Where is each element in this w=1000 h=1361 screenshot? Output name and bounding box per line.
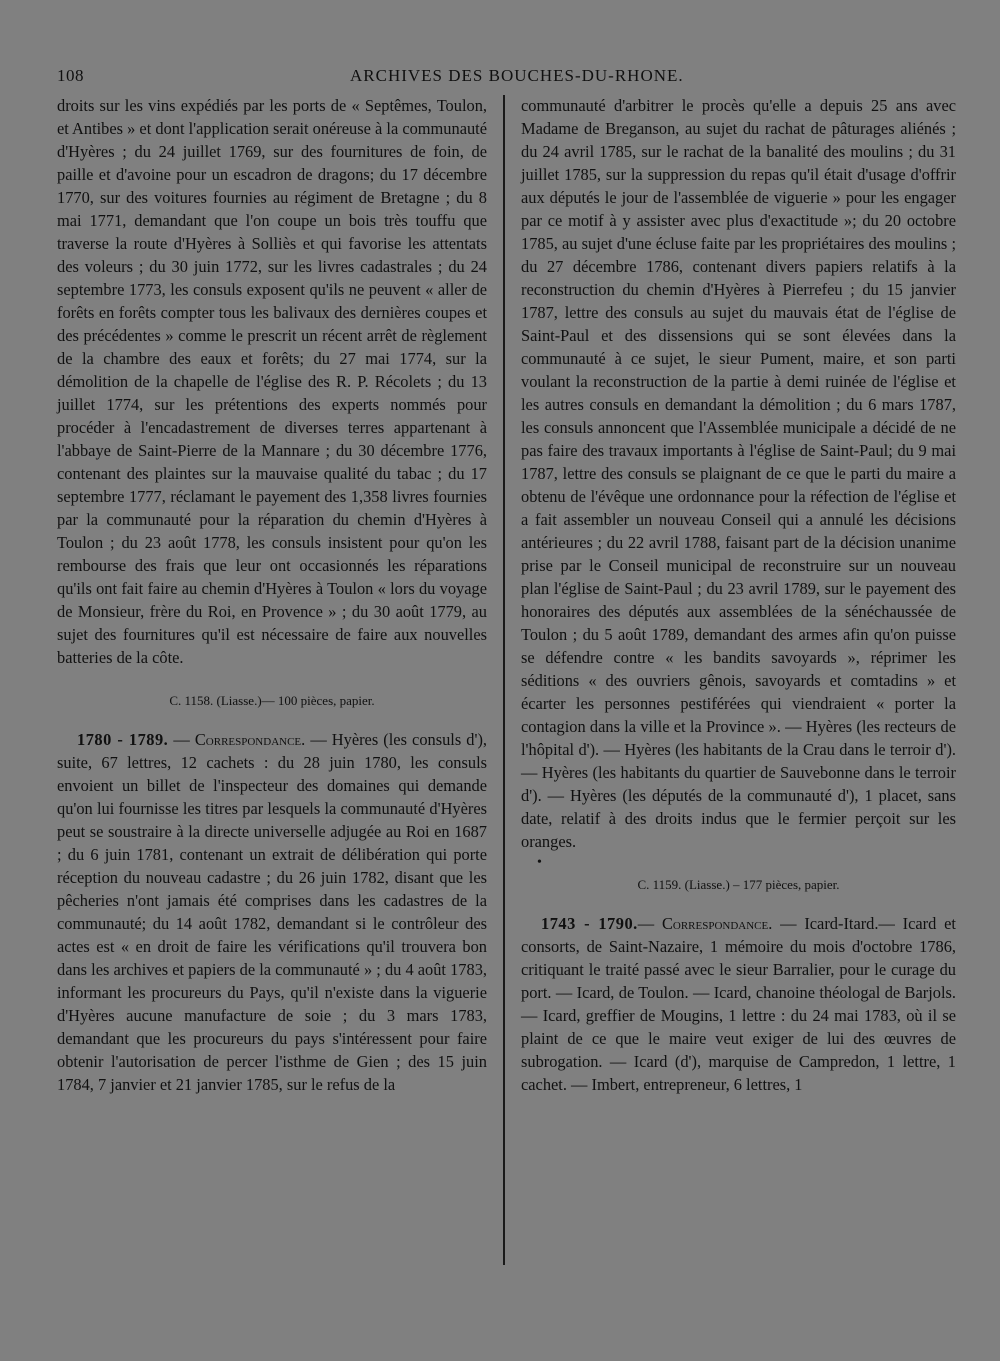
running-title: ARCHIVES DES BOUCHES-DU-RHONE. (350, 66, 684, 85)
entry-dash: — (637, 914, 662, 933)
left-paragraph-continued: droits sur les vins expédiés par les ports de « Septêmes, Toulon, et Antibes » et dont l'application serait onéreuse à la communauté d'Hyères ; du 24 juillet 1769, sur des fournitures de foin, de paille et d'avoine pour un escadron de dragons; du 17 décembre 1770, sur des voitures fournies au régiment de Bretagne ; du 8 mai 1771, demandant que l'on coupe un bois très touffu que traverse la route d'Hyères à Solliès et qui favorise les attentats des voleurs ; du 30 juin 1772, sur les livres cadastrales ; du 24 septembre 1773, les consuls exposent qu'ils ne peuvent « aller de forêts en forêts compter tous les balivaux des dernières coupes et des précédentes » comme le prescrit un récent arrêt de règlement de la chambre des eaux et forêts; du 27 mai 1774, sur la démolition de la chapelle de l'église des R. P. Récolets ; du 13 juillet 1774, sur les prétentions des experts nommés pour procéder à l'encadastrement de diverses terres appartenant à l'abbaye de Saint-Pierre de la Mannare ; du 30 décembre 1776, contenant des plaintes sur la mauvaise qualité du tabac ; du 17 septembre 1777, réclamant le payement des 1,358 livres fournies par la communauté pour la réparation du chemin d'Hyères à Toulon ; du 23 août 1778, les consuls insistent pour qu'on les rembourse des frais que leur ont occasionnés les réparations qu'ils ont fait faire au chemin d'Hyères à Toulon « lors du voyage de Monsieur, frère du Roi, en Provence » ; du 30 août 1779, au sujet des fournitures qu'il est nécessaire de faire aux nouvelles batteries de la côte. (57, 96, 487, 667)
entry-1743-1790 (521, 912, 956, 1096)
entry-dates: 1780 - 1789. (77, 730, 169, 749)
entry-kind: Correspondance (661, 914, 769, 933)
entry-1780-1789 (57, 728, 487, 1096)
entry-dates: 1743 - 1790. (541, 914, 638, 933)
column-divider (503, 95, 505, 1265)
cote-c1159: C. 1159. (Liasse.) – 177 pièces, papier. (637, 877, 840, 892)
entry-dash: — (168, 730, 195, 749)
entry-text: . — Icard-Itard.— Icard et consorts, de Saint-Nazaire, 1 mémoire du mois d'octobre 1786, critiquant le traité passé avec le sieur Barralier, pour le curage du port. — Icard, de Toulon. — Icard, chanoine théologal de Barjols. — Icard, greffier de Mougins, 1 lettre : du 24 mai 1783, où il se plaint de ce que le maire veut exiger de lui des œuvres de subrogation. — Icard (d'), marquise de Campredon, 1 lettre, 1 cachet. — Imbert, entrepreneur, 6 lettres, 1 (521, 914, 956, 1094)
cote-c1158: C. 1158. (Liasse.)— 100 pièces, papier. (169, 693, 375, 708)
page-number: 108 (57, 66, 84, 85)
right-column (521, 94, 956, 1096)
entry-text: . — Hyères (les consuls d'), suite, 67 lettres, 12 cachets : du 28 juin 1780, les consuls envoient un billet de l'inspecteur des domaines qui demande qu'on lui fournisse les titres par lesquels la communauté d'Hyères peut se soustraire à la directe universelle adjugée au Roi en 1687 ; du 6 juin 1781, contenant un extrait de délibération qui porte réception du nouveau cadastre ; du 26 juin 1782, disant que les pêcheries n'ont jamais été comprises dans les cadastres de la communauté; du 14 août 1782, demandant si le contrôleur des actes est « en droit de faire les vérifications qu'il trouvera bon dans les archives et papiers de la communauté » ; du 4 août 1783, informant les procureurs du Pays, qu'il n'existe dans la viguerie d'Hyères aucune manufacture de soie ; du 3 mars 1783, demandant que les procureurs du pays s'intéressent pour faire obtenir l'autorisation de percer l'isthme de Gien ; des 15 juin 1784, 7 janvier et 21 janvier 1785, sur le refus de la (57, 730, 487, 1094)
right-paragraph-continued: communauté d'arbitrer le procès qu'elle a depuis 25 ans avec Madame de Breganson, au sujet du rachat de pâturages aliénés ; du 24 avril 1785, sur le rachat de la banalité des moulins ; du 31 juillet 1785, sur la suppression du repas qu'il était d'usage d'offrir aux députés le jour de l'assemblée de viguerie » pour les engager par ce motif à y assister avec plus d'exactitude »; du 20 octobre 1785, au sujet d'une écluse faite par les propriétaires des moulins ; du 27 décembre 1786, contenant divers papiers relatifs à la reconstruction du chemin d'Hyères à Pierrefeu ; du 15 janvier 1787, lettre des consuls au sujet du mauvais état de l'église de Saint-Paul et des dissensions qui se sont élevées dans la communauté à ce sujet, le sieur Pument, maire, et son parti voulant la reconstruction de la partie à demi ruinée de l'église et les autres consuls en demandant la démolition ; du 6 mars 1787, les consuls annoncent que l'Assemblée municipale a décidé de ne pas faire des travaux importants à l'église de Saint-Paul; du 9 mai 1787, lettre des consuls se plaignant de ce que le parti du maire a obtenu de l'évêque une ordonnance pour la réfection de l'église et a fait assembler un nouveau Conseil qui a annulé les décisions antérieures ; du 22 avril 1788, faisant part de la décision unanime prise par le Conseil municipal de reconstruire sur un nouveau plan l'église de Saint-Paul ; du 23 avril 1789, sur le payement des honoraires des députés aux assemblées de la sénéchaussée de Toulon ; du 5 août 1789, demandant des armes afin qu'on puisse se défendre contre « les bandits savoyards », réprimer les séditions « des ouvriers gênois, savoyards et comtadins » et écarter les personnes pestiférées qui viendraient « porter la contagion dans la ville et la Province ». — Hyères (les recteurs de l'hôpital d'). — Hyères (les habitants de la Crau dans le terroir d'). — Hyères (les habitants du quartier de Sauvebonne dans le terroir d'). — Hyères (les députés de la communauté d'), 1 placet, sans date, relatif à des droits indus que le fermier perçoit sur les oranges. (521, 96, 956, 851)
left-column (57, 94, 487, 1096)
stray-bullet: • (537, 855, 542, 870)
entry-kind: Correspondance (194, 730, 302, 749)
